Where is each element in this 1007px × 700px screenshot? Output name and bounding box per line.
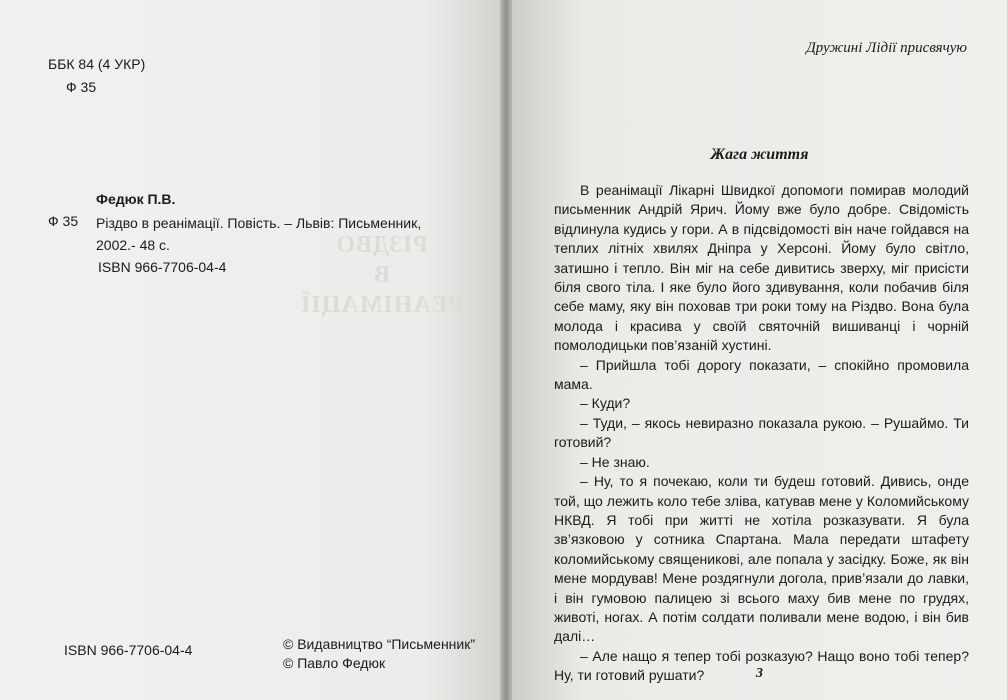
isbn-bottom: ISBN 966-7706-04-4	[64, 642, 193, 658]
paragraph: – Туди, – якось невиразно показала рукою. – Рушаймо. Ти готовий?	[554, 414, 969, 451]
bibliographic-description	[96, 212, 421, 256]
bleed-through-text: РІЗДВО В РЕАНІМАЦІЇ	[300, 232, 464, 318]
body-text	[554, 181, 969, 686]
paragraph: – Але нащо я тепер тобі розказую? Нащо воно тобі тепер? Ну, ти готовий рушати?	[554, 647, 969, 684]
paragraph: – Прийшла тобі дорогу показати, – спокійно промовила мама.	[554, 356, 969, 393]
copyright-publisher: © Видавництво “Письменник”	[283, 636, 476, 652]
paragraph: – Не знаю.	[580, 453, 650, 470]
isbn: ISBN 966-7706-04-4	[98, 259, 227, 275]
bib-line: Різдво в реанімації. Повість. – Львів: Письменник,	[96, 215, 422, 231]
left-page	[0, 0, 500, 700]
dedication: Дружині Лідії присвячую	[806, 40, 967, 56]
classification-code-2: Ф 35	[48, 213, 79, 229]
bbk-code: ББК 84 (4 УКР)	[48, 56, 146, 72]
book-gutter	[500, 0, 512, 700]
paragraph: – Куди?	[580, 395, 631, 412]
paragraph: – Ну, то я почекаю, коли ти будеш готовий. Дивись, онде той, що лежить коло тебе зліва, катував мене у Коломийському НКВД. Я тобі при житті не хотіла розказувати. Я була зв’язковою у сотника Спартана. Мала передати штафету коломийському священикові, але попала у засідку. Боже, як він мене мордував! Мене роздягнули догола, прив’язали до лавки, і він гумовою палицею зі всього маху бив мене по грудях, животі, ногах. А потім солдати поливали мене водою, і він бив далі…	[554, 473, 969, 645]
copyright-block	[283, 635, 475, 673]
classification-code: Ф 35	[66, 79, 97, 95]
copyright-author: © Павло Федюк	[283, 655, 386, 671]
author-name: Федюк П.В.	[96, 191, 176, 207]
paragraph: В реанімації Лікарні Швидкої допомоги помирав молодий письменник Андрій Ярич. Йому вже було добре. Свідомість відлинула кудись у гори. А в підсвідомості він наче гойдався на теплих літніх хвилях Дніпра у Херсоні. Йому було світло, затишно і тепло. Він міг на себе дивитись зверху, міг присісти біля свого тіла. І яке було його здивування, коли побачив біля себе маму, яку він поховав три роки тому на Різдво. Вона була молода і красива у своїй святочній вишиванці і чорній помолодицьки пов’язаній хустині.	[554, 182, 969, 354]
page-number: 3	[756, 666, 763, 681]
right-page	[512, 0, 1007, 700]
chapter-title: Жага життя	[710, 146, 809, 163]
bib-line: 2002.- 48 с.	[96, 237, 170, 253]
